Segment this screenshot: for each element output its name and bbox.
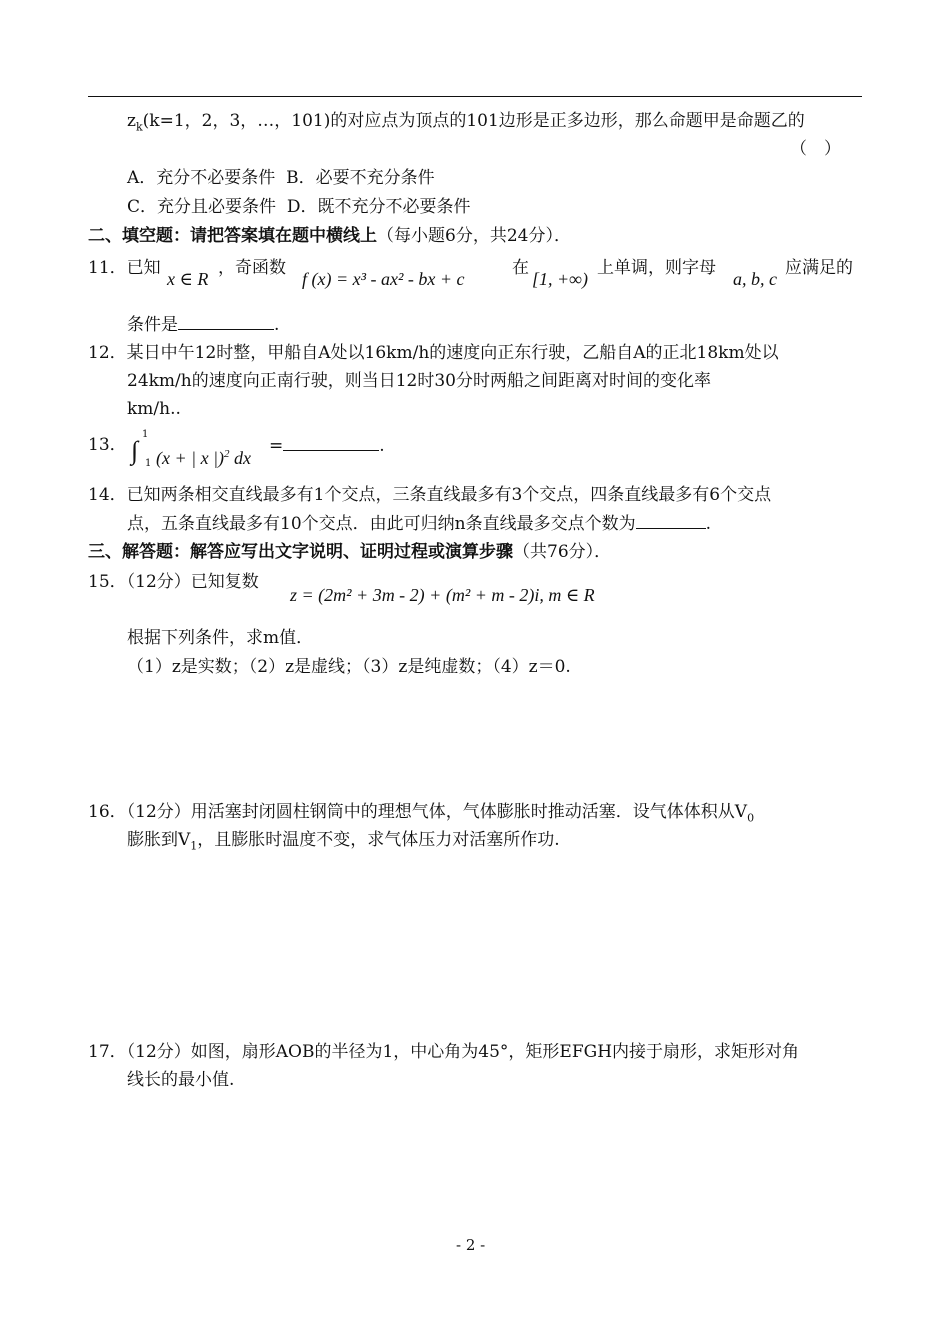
- q12-line1: 12．某日中午12时整，甲船自A处以16km/h的速度向正东行驶，乙船自A的正北18km处以: [88, 343, 779, 363]
- q10-answer-paren: （ ）: [790, 139, 841, 159]
- q13-answer-blank[interactable]: [283, 434, 379, 451]
- q11-math-interval: [1, +∞): [532, 269, 588, 289]
- q11-text-monotonic: 上单调，则字母: [597, 258, 716, 278]
- q12-line3: km/h..: [127, 399, 181, 419]
- q15-line2: 根据下列条件，求m值．: [127, 628, 314, 648]
- q15-formula: z = (2m² + 3m - 2) + (m² + m - 2)i, m ∈ R: [290, 585, 595, 605]
- q10-options-cd: C．充分且必要条件 D．既不充分不必要条件: [127, 197, 471, 217]
- q10-line1: $z_k(k=1$，2，3，…，101)的对应点为顶点的101边形是正多边形，那么命题甲是命题乙的: [127, 111, 805, 134]
- q13-integral-sign: ∫: [131, 436, 139, 465]
- section2-heading: 二、填空题：请把答案填在题中横线上（每小题6分，共24分）．: [88, 226, 571, 246]
- q11-answer-blank[interactable]: [178, 313, 274, 330]
- q11-text-on: 在: [512, 258, 529, 278]
- q10-options-ab: A．充分不必要条件 B．必要不充分条件: [127, 168, 435, 188]
- header-rule: [88, 96, 862, 97]
- q13-lower-limit: 1: [145, 458, 152, 469]
- q15-line3: （1）z是实数；（2）z是虚线；（3）z是纯虚数；（4）z＝0.: [127, 657, 571, 677]
- q14-answer-blank[interactable]: [636, 512, 706, 529]
- q11-line1: 11．已知: [88, 258, 161, 278]
- q12-line2: 24km/h的速度向正南行驶，则当日12时30分时两船之间距离对时间的变化率: [127, 371, 711, 391]
- q14-line2: 点，五条直线最多有10个交点．由此可归纳n条直线最多交点个数为 .: [127, 514, 711, 534]
- q13-answer: = .: [269, 436, 385, 456]
- q11-text-should: 应满足的: [785, 258, 853, 278]
- q14-line1: 14．已知两条相交直线最多有1个交点，三条直线最多有3个交点，四条直线最多有6个交点: [88, 485, 772, 505]
- q17-line1: 17．（12分）如图，扇形AOB的半径为1，中心角为45°，矩形EFGH内接于扇形，求矩形对角: [88, 1042, 800, 1062]
- q11-math-x-in-r: x ∈ R: [167, 269, 209, 289]
- q11-math-abc: a, b, c: [733, 269, 777, 289]
- q16-line2: 膨胀到$V_1$，且膨胀时温度不变，求气体压力对活塞所作功.: [127, 830, 560, 853]
- q17-line2: 线长的最小值.: [127, 1070, 235, 1090]
- q13-integrand: (x + | x |)$^2$ dx: [156, 448, 252, 468]
- q13-upper-limit: 1: [142, 429, 149, 440]
- section3-heading: 三、解答题：解答应写出文字说明、证明过程或演算步骤（共76分）．: [88, 542, 612, 562]
- page-number: - 2 -: [456, 1236, 486, 1254]
- q11-line2: 条件是 .: [127, 315, 280, 335]
- q11-math-function: f (x) = x³ - ax² - bx + c: [302, 269, 465, 289]
- q16-line1: 16．（12分）用活塞封闭圆柱钢筒中的理想气体，气体膨胀时推动活塞．设气体体积从$V_0$: [88, 802, 755, 825]
- q13-number: 13．: [88, 435, 127, 455]
- q15-line1: 15．（12分）已知复数: [88, 572, 259, 592]
- q11-text-odd-func: ，奇函数: [218, 258, 286, 278]
